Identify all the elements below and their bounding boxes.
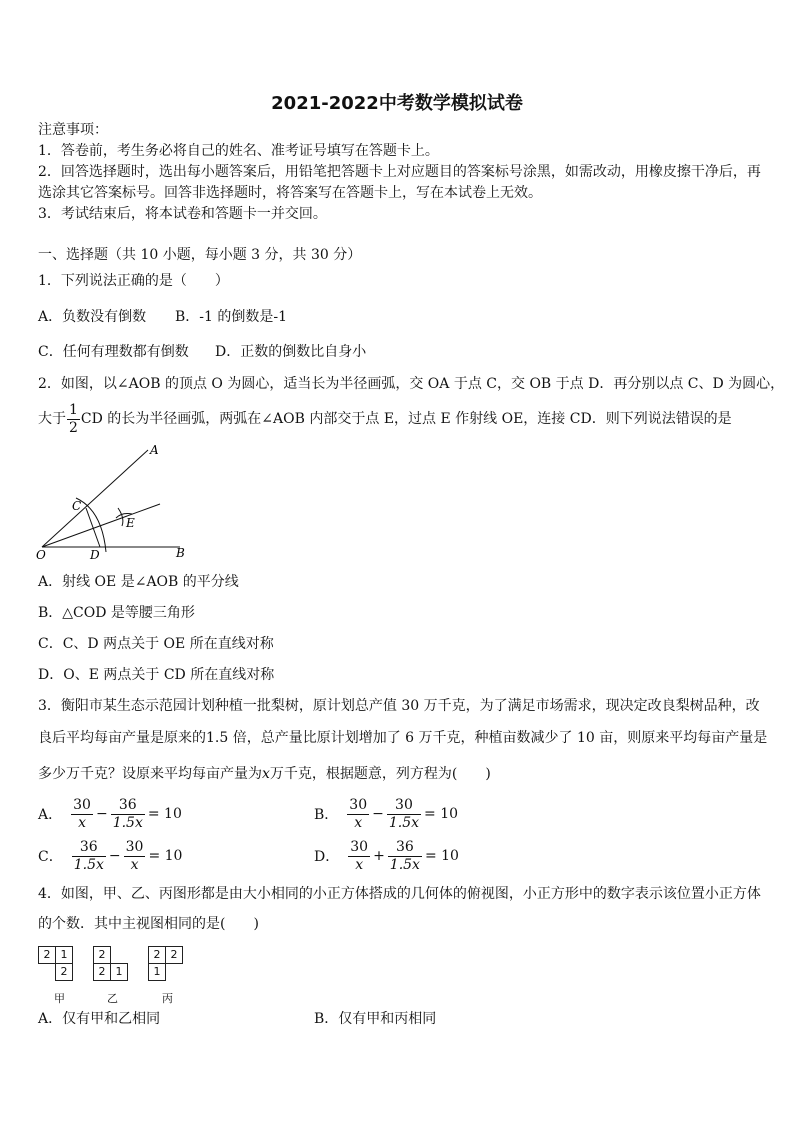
top-view-jia [38, 946, 78, 1006]
q2-option-b[interactable]: B．△COD 是等腰三角形 [38, 605, 195, 621]
figure-label-jia: 甲 [54, 992, 65, 1005]
q2-stem-prefix: 大于 [38, 411, 66, 427]
arc-from-c [118, 508, 123, 526]
equation-rhs: = 10 [424, 806, 459, 822]
q3-option-c[interactable] [38, 834, 184, 878]
fraction [111, 797, 145, 832]
top-view-bing [148, 946, 188, 1006]
q1-stem: 1．下列说法正确的是（ ） [38, 273, 229, 289]
q3-option-b[interactable] [314, 792, 460, 836]
notice-item-3: 3．考试结束后，将本试卷和答题卡一并交回。 [38, 206, 327, 222]
q3-stem-line1: 3．衡阳市某生态示范园计划种植一批梨树，原计划总产值 30 万千克，为了满足市场需求，现决定改良梨树品种，改 [38, 698, 760, 714]
option-label: D． [314, 849, 340, 865]
section-heading: 一、选择题（共 10 小题，每小题 3 分，共 30 分） [38, 247, 362, 263]
q3-stem-line2: 良后平均每亩产量是原来的1.5 倍，总产量比原计划增加了 6 万千克，种植亩数减少了 10 亩，则原来平均每亩产量是 [38, 730, 768, 746]
q3-option-d[interactable] [314, 834, 461, 878]
ray-oe [42, 504, 160, 547]
fraction [124, 839, 146, 874]
fraction [387, 797, 421, 832]
operator: − [108, 848, 121, 864]
q2-option-a[interactable]: A．射线 OE 是∠AOB 的平分线 [38, 574, 239, 590]
label-b: B [176, 546, 185, 560]
fraction-numerator: 30 [73, 796, 91, 813]
q1-option-d[interactable]: D．正数的倒数比自身小 [215, 344, 367, 360]
fraction-denominator: 2 [69, 419, 78, 436]
q2-stem-line2 [38, 399, 732, 439]
cube-count-cell: 1 [110, 963, 128, 981]
operator: + [373, 848, 385, 864]
q2-stem-line1: 2．如图，以∠AOB 的顶点 O 为圆心，适当长为半径画弧，交 OA 于点 C，交 OB 于点 D．再分别以点 C、D 为圆心， [38, 376, 785, 392]
q2-stem-suffix: CD 的长为半径画弧，两弧在∠AOB 内部交于点 E，过点 E 作射线 OE，连接 CD．则下列说法错误的是 [80, 411, 732, 427]
cube-count-cell: 2 [93, 963, 111, 981]
segment-cd [86, 508, 100, 547]
fraction-numerator: 1 [69, 401, 78, 418]
equation-rhs: = 10 [148, 848, 183, 864]
page-title: 2021-2022中考数学模拟试卷 [271, 93, 523, 114]
operator: − [95, 806, 108, 822]
cube-count-cell: 2 [165, 946, 183, 964]
fraction [72, 839, 106, 874]
q2-half-fraction [67, 402, 80, 437]
fraction [348, 839, 370, 874]
q3-stem-line3 [38, 764, 491, 784]
q4-stem-line1: 4．如图，甲、乙、丙图形都是由大小相同的小正方体搭成的几何体的俯视图，小正方形中的数字表示该位置小正方体 [38, 886, 761, 902]
cube-count-cell: 1 [55, 946, 73, 964]
fraction-denominator: x [78, 814, 86, 831]
figure-label-yi: 乙 [107, 992, 118, 1005]
q4-stem-line2: 的个数．其中主视图相同的是( ) [38, 916, 259, 932]
top-view-yi [93, 946, 133, 1006]
fraction [71, 797, 93, 832]
option-label: C． [38, 849, 63, 865]
fraction-numerator: 30 [350, 838, 369, 855]
fraction-denominator: x [354, 814, 363, 831]
fraction-denominator: 1.5x [389, 856, 420, 873]
fraction-denominator: x [130, 856, 139, 873]
q3-option-a[interactable] [38, 792, 184, 836]
q2-option-d[interactable]: D．O、E 两点关于 CD 所在直线对称 [38, 667, 275, 683]
q2-option-c[interactable]: C．C、D 两点关于 OE 所在直线对称 [38, 636, 274, 652]
q4-option-b[interactable]: B．仅有甲和丙相同 [314, 1011, 437, 1027]
operator: − [372, 806, 384, 822]
fraction-denominator: 1.5x [112, 814, 143, 831]
q4-option-a[interactable]: A．仅有甲和乙相同 [38, 1011, 161, 1027]
cube-count-cell: 2 [93, 946, 111, 964]
figure-label-bing: 丙 [162, 992, 173, 1005]
fraction-numerator: 36 [388, 839, 422, 857]
fraction-numerator: 30 [387, 797, 421, 815]
equation-rhs: = 10 [424, 848, 459, 864]
q3-stem-line3-a: 多少万千克？设原来平均每亩产量为 [38, 766, 262, 782]
label-a: A [150, 443, 159, 457]
notice-item-1: 1．答卷前，考生务必将自己的姓名、准考证号填写在答题卡上。 [38, 143, 439, 159]
fraction-denominator: x [355, 856, 364, 873]
fraction-numerator: 36 [111, 797, 145, 815]
label-c: C [72, 499, 82, 513]
label-d: D [90, 548, 100, 562]
option-label: A． [38, 807, 63, 823]
q3-variable: x [262, 766, 270, 782]
q2-angle-figure [30, 440, 200, 565]
q1-option-b[interactable]: B．-1 的倒数是-1 [175, 309, 288, 325]
cube-count-cell: 2 [148, 946, 166, 964]
q1-option-c[interactable]: C．任何有理数都有倒数 [38, 344, 189, 360]
cube-count-cell: 2 [55, 963, 73, 981]
fraction-denominator: 1.5x [73, 856, 104, 873]
fraction [388, 839, 422, 874]
label-e: E [126, 516, 135, 530]
label-o: O [36, 548, 46, 562]
fraction-denominator: 1.5x [388, 814, 420, 831]
cube-count-cell: 1 [148, 963, 166, 981]
cube-count-cell: 2 [38, 946, 56, 964]
fraction-numerator: 30 [349, 796, 368, 813]
notice-item-2: 2．回答选择题时，选出每小题答案后，用铅笔把答题卡上对应题目的答案标号涂黑，如需改动，用橡皮擦干净后，再 [38, 164, 761, 180]
option-label: B． [314, 807, 339, 823]
notice-item-2-cont: 选涂其它答案标号。回答非选择题时，将答案写在答题卡上，写在本试卷上无效。 [38, 185, 542, 201]
fraction-numerator: 30 [125, 838, 144, 855]
q1-option-a[interactable]: A．负数没有倒数 [38, 309, 147, 325]
equation-rhs: = 10 [147, 806, 182, 822]
q3-stem-line3-b: 万千克，根据题意，列方程为( ) [269, 766, 491, 782]
fraction [347, 797, 369, 832]
notice-heading: 注意事项： [38, 122, 108, 138]
fraction-numerator: 36 [72, 839, 106, 857]
